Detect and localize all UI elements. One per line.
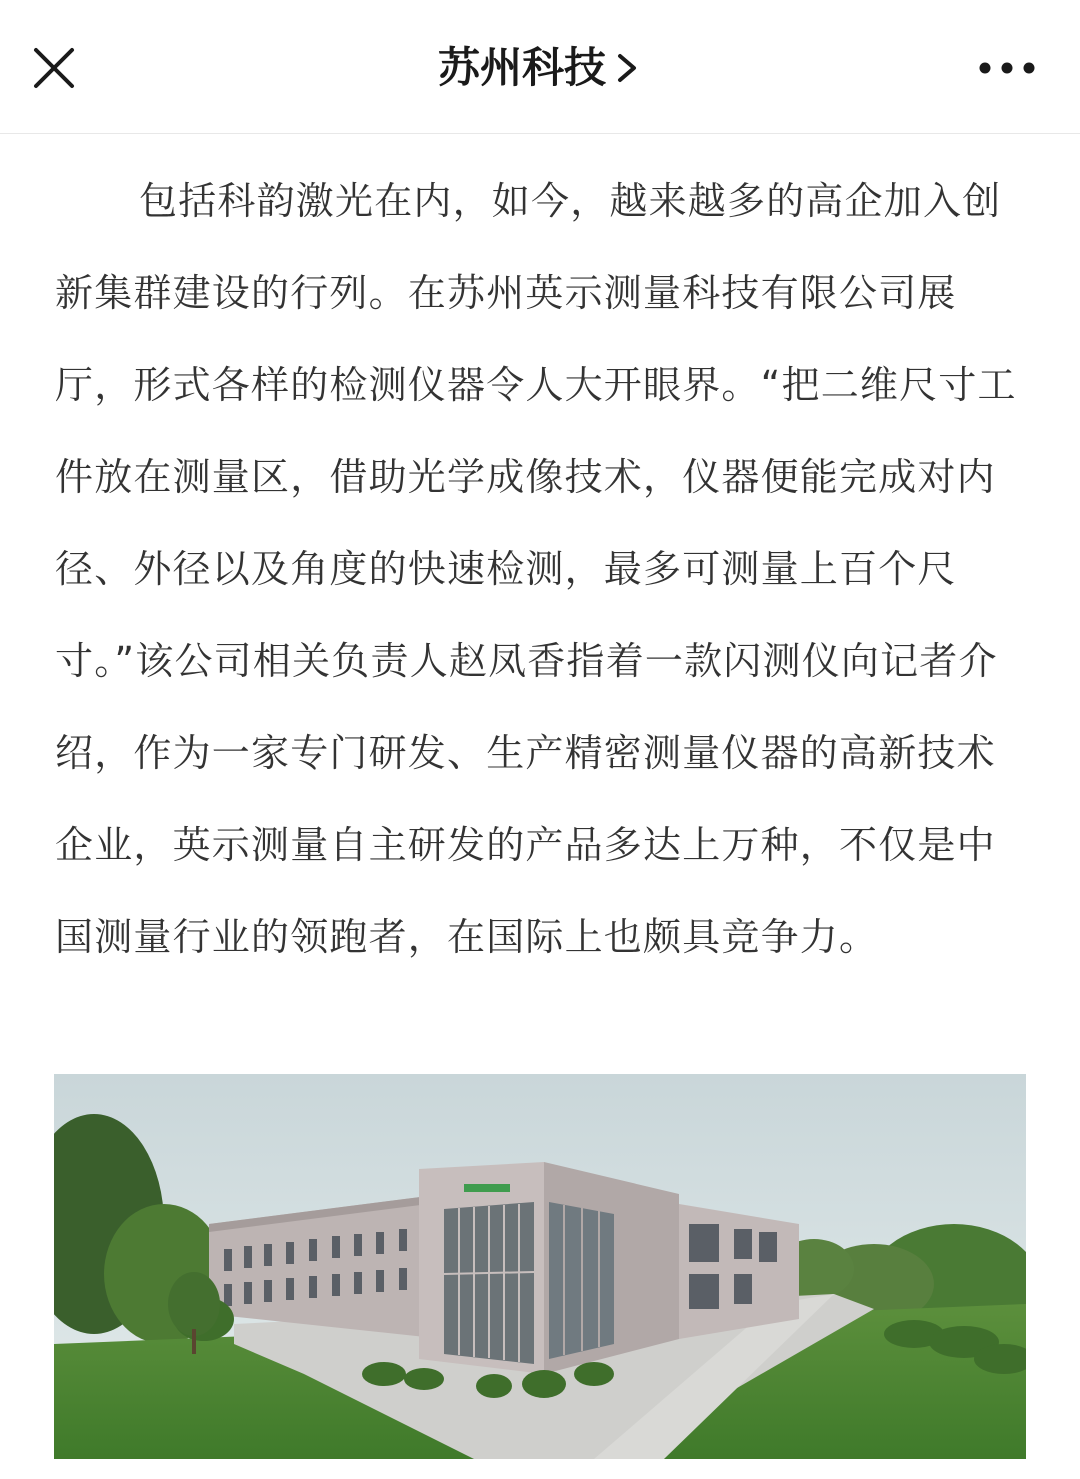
more-horizontal-icon [974,40,1040,96]
account-title-link[interactable] [438,38,642,98]
company-building-photo[interactable] [54,1074,1026,1459]
chevron-right-icon [612,48,642,88]
page-title: 苏州科技 [437,43,606,92]
more-options-button[interactable] [974,40,1040,96]
top-navigation-bar [0,0,1080,134]
article-paragraph: 包括科韵激光在内，如今，越来越多的高企加入创新集群建设的行列。在苏州英示测量科技有限公司展厅，形式各样的检测仪器令人大开眼界。“把二维尺寸工件放在测量区，借助光学成像技术，仪器便能完成对内径、外径以及角度的快速检测，最多可测量上百个尺寸。”该公司相关负责人赵凤香指着一款闪测仪向记者介绍，作为一家专门研发、生产精密测量仪器的高新技术企业，英示测量自主研发的产品多达上万种，不仅是中国测量行业的领跑者，在国际上也颇具竞争力。 [55,179,1017,959]
